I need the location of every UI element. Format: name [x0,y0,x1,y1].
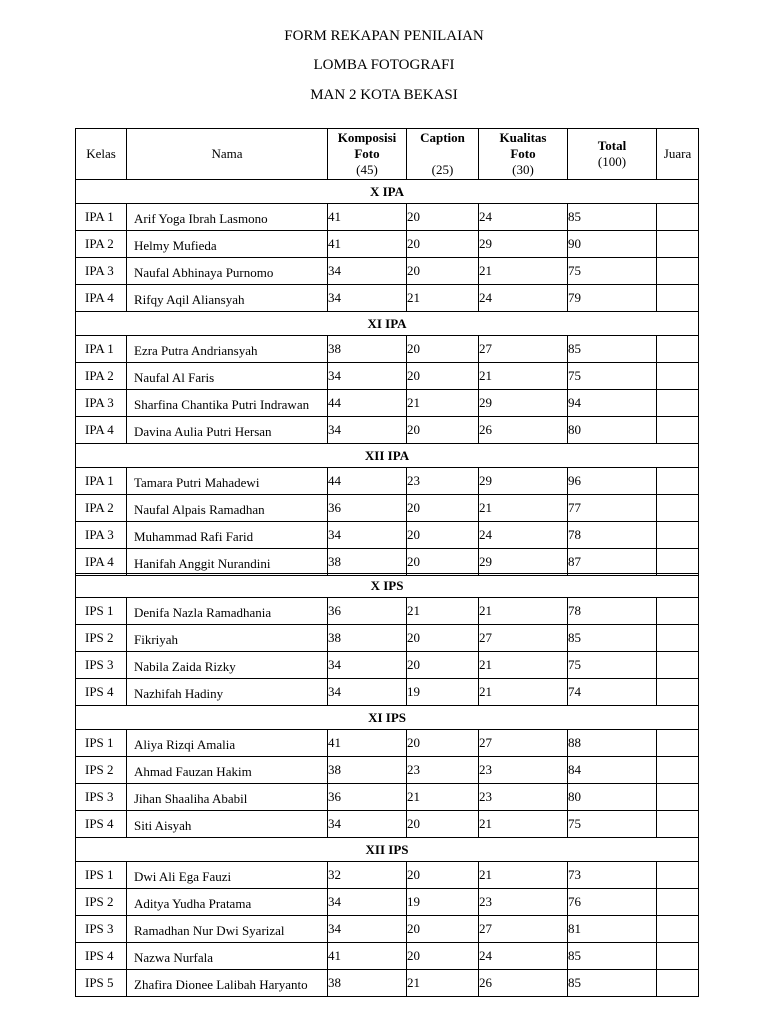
cell-caption: 20 [407,862,479,889]
cell-total: 85 [568,204,657,231]
header-nama: Nama [127,129,328,180]
cell-caption: 20 [407,549,479,576]
cell-nama: Ezra Putra Andriansyah [127,336,328,363]
header-komposisi-l2: Foto [354,146,380,161]
cell-kualitas: 23 [479,757,568,784]
table-row [76,231,699,258]
cell-komposisi: 41 [328,231,407,258]
cell-total: 84 [568,757,657,784]
cell-juara [657,679,699,706]
cell-total: 85 [568,943,657,970]
table-row [76,943,699,970]
cell-kelas: IPS 1 [76,862,127,889]
table-row [76,285,699,312]
cell-total: 73 [568,862,657,889]
cell-caption: 21 [407,598,479,625]
cell-nama: Zhafira Dionee Lalibah Haryanto [127,970,328,997]
cell-juara [657,652,699,679]
table-row [76,204,699,231]
cell-kelas: IPS 1 [76,730,127,757]
header-komposisi-l1: Komposisi [337,130,397,145]
table-row [76,363,699,390]
cell-komposisi: 38 [328,970,407,997]
cell-nama: Naufal Al Faris [127,363,328,390]
header-kelas: Kelas [76,129,127,180]
cell-juara [657,889,699,916]
cell-kualitas: 23 [479,889,568,916]
cell-juara [657,549,699,576]
table-row [76,757,699,784]
table-row [76,679,699,706]
cell-kelas: IPA 2 [76,231,127,258]
cell-total: 80 [568,417,657,444]
section-label: X IPA [76,180,699,204]
cell-kelas: IPA 2 [76,363,127,390]
cell-komposisi: 38 [328,336,407,363]
cell-kelas: IPS 4 [76,943,127,970]
cell-caption: 20 [407,652,479,679]
cell-kelas: IPS 3 [76,784,127,811]
cell-juara [657,336,699,363]
cell-juara [657,258,699,285]
cell-kelas: IPS 2 [76,757,127,784]
cell-komposisi: 36 [328,784,407,811]
table-row [76,652,699,679]
cell-komposisi: 41 [328,943,407,970]
cell-total: 78 [568,598,657,625]
cell-nama: Arif Yoga Ibrah Lasmono [127,204,328,231]
cell-nama: Naufal Abhinaya Purnomo [127,258,328,285]
cell-kualitas: 24 [479,522,568,549]
cell-total: 81 [568,916,657,943]
cell-caption: 19 [407,889,479,916]
cell-kualitas: 24 [479,285,568,312]
cell-nama: Fikriyah [127,625,328,652]
cell-komposisi: 36 [328,495,407,522]
cell-caption: 23 [407,468,479,495]
cell-caption: 20 [407,231,479,258]
cell-komposisi: 34 [328,258,407,285]
cell-caption: 20 [407,730,479,757]
cell-total: 75 [568,363,657,390]
cell-kelas: IPA 4 [76,417,127,444]
cell-nama: Siti Aisyah [127,811,328,838]
cell-komposisi: 32 [328,862,407,889]
cell-komposisi: 34 [328,417,407,444]
cell-total: 88 [568,730,657,757]
cell-nama: Hanifah Anggit Nurandini [127,549,328,576]
school-title: MAN 2 KOTA BEKASI [310,87,458,103]
cell-total: 85 [568,625,657,652]
cell-caption: 21 [407,970,479,997]
cell-nama: Rifqy Aqil Aliansyah [127,285,328,312]
cell-total: 87 [568,549,657,576]
cell-komposisi: 38 [328,757,407,784]
cell-komposisi: 34 [328,522,407,549]
cell-caption: 21 [407,390,479,417]
cell-kualitas: 21 [479,679,568,706]
cell-kelas: IPA 3 [76,258,127,285]
table-row [76,468,699,495]
cell-kualitas: 27 [479,625,568,652]
score-table-ips [75,573,699,997]
cell-juara [657,468,699,495]
table-row [76,522,699,549]
cell-caption: 20 [407,943,479,970]
cell-caption: 21 [407,285,479,312]
section-row [76,180,699,204]
cell-total: 79 [568,285,657,312]
cell-kelas: IPS 2 [76,889,127,916]
cell-nama: Dwi Ali Ega Fauzi [127,862,328,889]
header-kualitas [479,129,568,180]
header-caption [407,129,479,180]
competition-title: LOMBA FOTOGRAFI [313,57,455,73]
cell-total: 85 [568,336,657,363]
cell-kelas: IPA 4 [76,549,127,576]
header-kualitas-l3: (30) [512,162,534,177]
table-row [76,495,699,522]
cell-komposisi: 34 [328,285,407,312]
cell-kualitas: 29 [479,231,568,258]
section-label: XII IPA [76,444,699,468]
cell-komposisi: 34 [328,679,407,706]
table-row [76,862,699,889]
cell-komposisi: 44 [328,390,407,417]
cell-kualitas: 29 [479,549,568,576]
cell-juara [657,811,699,838]
cell-juara [657,390,699,417]
cell-komposisi: 38 [328,625,407,652]
cell-nama: Muhammad Rafi Farid [127,522,328,549]
cell-nama: Helmy Mufieda [127,231,328,258]
cell-juara [657,970,699,997]
cell-kelas: IPS 1 [76,598,127,625]
cell-komposisi: 41 [328,204,407,231]
cell-total: 90 [568,231,657,258]
cell-juara [657,916,699,943]
cell-kualitas: 29 [479,468,568,495]
header-kualitas-l2: Foto [510,146,536,161]
header-komposisi-l3: (45) [356,162,378,177]
cell-total: 85 [568,970,657,997]
table-row [76,598,699,625]
cell-nama: Aliya Rizqi Amalia [127,730,328,757]
cell-nama: Ahmad Fauzan Hakim [127,757,328,784]
cell-juara [657,363,699,390]
cell-juara [657,862,699,889]
cell-juara [657,625,699,652]
section-row [76,574,699,598]
cell-kualitas: 27 [479,336,568,363]
section-label: XI IPA [76,312,699,336]
table-row [76,730,699,757]
table-row [76,258,699,285]
cell-nama: Sharfina Chantika Putri Indrawan [127,390,328,417]
cell-juara [657,757,699,784]
cell-kualitas: 21 [479,363,568,390]
header-komposisi [328,129,407,180]
cell-komposisi: 34 [328,811,407,838]
cell-nama: Naufal Alpais Ramadhan [127,495,328,522]
cell-caption: 20 [407,811,479,838]
header-caption-l2: (25) [431,162,454,177]
table-row [76,889,699,916]
cell-kualitas: 21 [479,811,568,838]
header-caption-l1: Caption [420,130,465,145]
cell-kelas: IPA 4 [76,285,127,312]
section-label: X IPS [76,574,699,598]
table-header-row [76,129,699,180]
cell-caption: 20 [407,916,479,943]
cell-kualitas: 27 [479,916,568,943]
cell-kualitas: 21 [479,862,568,889]
cell-kualitas: 21 [479,598,568,625]
cell-total: 78 [568,522,657,549]
cell-juara [657,943,699,970]
cell-caption: 20 [407,522,479,549]
cell-kualitas: 26 [479,970,568,997]
cell-komposisi: 41 [328,730,407,757]
cell-kelas: IPA 2 [76,495,127,522]
cell-kelas: IPS 3 [76,916,127,943]
section-row [76,706,699,730]
cell-juara [657,598,699,625]
table-row [76,549,699,576]
header-total-l2: (100) [597,154,627,169]
cell-kualitas: 24 [479,943,568,970]
cell-komposisi: 36 [328,598,407,625]
cell-komposisi: 34 [328,363,407,390]
cell-total: 75 [568,652,657,679]
cell-nama: Tamara Putri Mahadewi [127,468,328,495]
cell-kualitas: 29 [479,390,568,417]
form-title: FORM REKAPAN PENILAIAN [284,28,484,44]
cell-kelas: IPS 4 [76,679,127,706]
cell-kelas: IPA 3 [76,390,127,417]
section-row [76,838,699,862]
cell-total: 75 [568,811,657,838]
cell-komposisi: 34 [328,652,407,679]
cell-kelas: IPA 3 [76,522,127,549]
cell-kelas: IPS 5 [76,970,127,997]
table-row [76,916,699,943]
cell-caption: 20 [407,363,479,390]
cell-total: 75 [568,258,657,285]
cell-caption: 19 [407,679,479,706]
cell-kelas: IPS 3 [76,652,127,679]
cell-kualitas: 27 [479,730,568,757]
cell-kualitas: 21 [479,495,568,522]
section-label: XI IPS [76,706,699,730]
table-row [76,390,699,417]
cell-komposisi: 34 [328,889,407,916]
cell-juara [657,204,699,231]
cell-kualitas: 26 [479,417,568,444]
cell-nama: Davina Aulia Putri Hersan [127,417,328,444]
cell-juara [657,285,699,312]
cell-juara [657,784,699,811]
cell-total: 74 [568,679,657,706]
section-label: XII IPS [76,838,699,862]
section-row [76,312,699,336]
cell-caption: 23 [407,757,479,784]
table-row [76,784,699,811]
cell-kualitas: 24 [479,204,568,231]
cell-total: 77 [568,495,657,522]
cell-juara [657,730,699,757]
cell-total: 80 [568,784,657,811]
cell-nama: Ramadhan Nur Dwi Syarizal [127,916,328,943]
cell-komposisi: 44 [328,468,407,495]
cell-total: 94 [568,390,657,417]
header-kualitas-l1: Kualitas [499,130,547,145]
section-row [76,444,699,468]
table-row [76,625,699,652]
cell-kelas: IPA 1 [76,336,127,363]
cell-caption: 20 [407,204,479,231]
cell-kelas: IPS 4 [76,811,127,838]
cell-kualitas: 21 [479,258,568,285]
cell-nama: Denifa Nazla Ramadhania [127,598,328,625]
cell-komposisi: 34 [328,916,407,943]
cell-juara [657,495,699,522]
cell-caption: 20 [407,495,479,522]
cell-kualitas: 21 [479,652,568,679]
cell-juara [657,231,699,258]
header-juara: Juara [657,129,699,180]
cell-caption: 21 [407,784,479,811]
table-row [76,336,699,363]
cell-caption: 20 [407,625,479,652]
cell-caption: 20 [407,336,479,363]
cell-komposisi: 38 [328,549,407,576]
cell-nama: Nabila Zaida Rizky [127,652,328,679]
cell-juara [657,522,699,549]
cell-nama: Aditya Yudha Pratama [127,889,328,916]
cell-kelas: IPA 1 [76,204,127,231]
cell-kelas: IPS 2 [76,625,127,652]
table-row [76,970,699,997]
cell-total: 96 [568,468,657,495]
cell-nama: Jihan Shaaliha Ababil [127,784,328,811]
cell-caption: 20 [407,258,479,285]
cell-total: 76 [568,889,657,916]
cell-nama: Nazwa Nurfala [127,943,328,970]
cell-juara [657,417,699,444]
cell-kualitas: 23 [479,784,568,811]
score-table-ipa [75,128,699,576]
table-row [76,811,699,838]
cell-nama: Nazhifah Hadiny [127,679,328,706]
header-total-l1: Total [597,138,627,153]
cell-caption: 20 [407,417,479,444]
table-row [76,417,699,444]
header-total [568,129,657,180]
cell-kelas: IPA 1 [76,468,127,495]
